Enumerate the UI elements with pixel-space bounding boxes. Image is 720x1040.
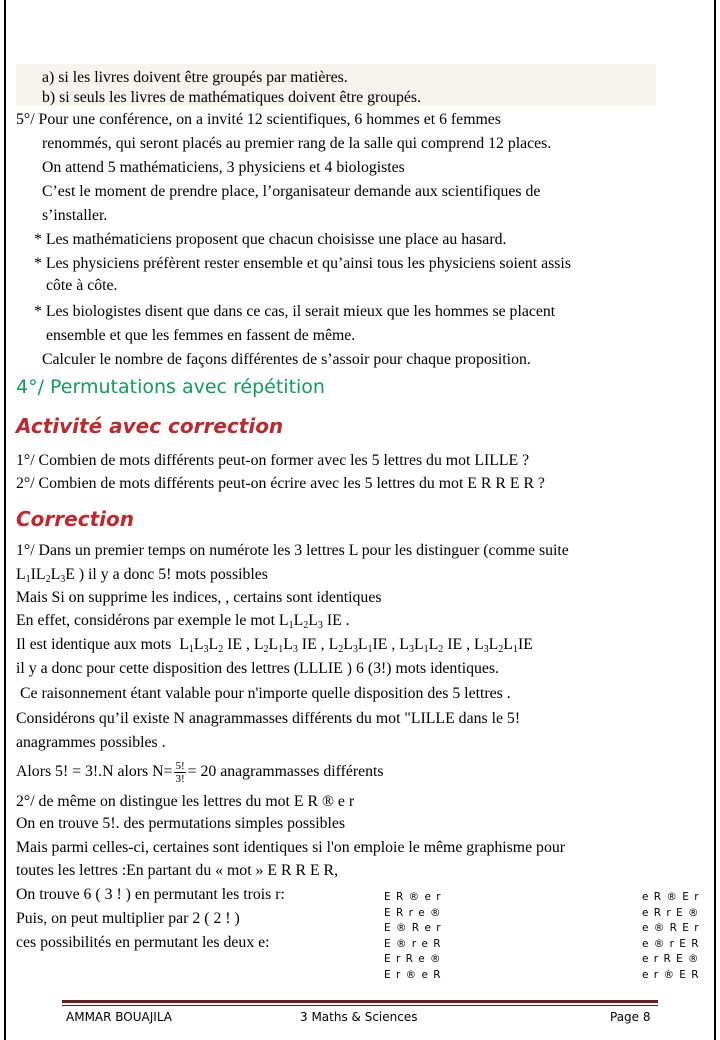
ex5-line-1: 5°/ Pour une conférence, on a invité 12 scientifiques, 6 hommes et 6 femmes bbox=[16, 111, 501, 128]
correction-line-17: ces possibilités en permutant les deux e: bbox=[16, 934, 270, 951]
ex5-line-9: * Les biologistes disent que dans ce cas, il serait mieux que les hommes se placent bbox=[34, 303, 556, 320]
correction-line-15: On trouve 6 ( 3 ! ) en permutant les trois r: bbox=[16, 886, 285, 903]
perm-item: E r R e ® bbox=[384, 953, 442, 965]
question-1: 1°/ Combien de mots différents peut-on former avec les 5 lettres du mot LILLE ? bbox=[16, 452, 530, 469]
page-border-left bbox=[4, 0, 6, 1040]
correction-line-16: Puis, on peut multiplier par 2 ( 2 ! ) bbox=[16, 910, 240, 927]
correction-title: Correction bbox=[16, 507, 134, 531]
ex5-line-3: On attend 5 mathématiciens, 3 physiciens et 4 biologistes bbox=[42, 159, 405, 176]
perm-item: e r ® E R bbox=[642, 968, 700, 981]
footer-author: AMMAR BOUAJILA bbox=[66, 1010, 172, 1024]
ex5-line-4: C’est le moment de prendre place, l’organisateur demande aux scientifiques de bbox=[42, 183, 541, 200]
fraction: $\frac{5!}{3!}$ bbox=[175, 760, 185, 785]
permutations-right bbox=[642, 890, 700, 983]
question-2: 2°/ Combien de mots différents peut-on écrire avec les 5 lettres du mot E R R E R ? bbox=[16, 475, 545, 492]
section-title: 4°/ Permutations avec répétition bbox=[16, 376, 325, 398]
perm-item: E ® r e R bbox=[384, 937, 442, 950]
perm-item: e R r E ® bbox=[642, 906, 700, 919]
footer-rule bbox=[62, 1000, 658, 1003]
correction-line-5: Il est identique aux mots $L_1L_3L_2$ IE , $L_2L_1L_3$ IE , $L_2L_3L_1IE$ , $L_3L_1L_2$ IE , $L_3L_2L_1IE$ bbox=[16, 636, 533, 655]
permutations-left bbox=[384, 890, 442, 983]
ex5-line-2: renommés, qui seront placés au premier rang de la salle qui comprend 12 places. bbox=[42, 135, 552, 152]
correction-line-6: il y a donc pour cette disposition des lettres (LLLIE ) 6 (3!) mots identiques. bbox=[16, 660, 500, 677]
correction-line-10: Alors 5! = 3!.N alors N= $\frac{5!}{3!}$ = 20 anagrammasses différents bbox=[16, 760, 384, 785]
perm-item: e R ® E r bbox=[642, 891, 700, 903]
correction-line-3: Mais Si on supprime les indices, , certains sont identiques bbox=[16, 589, 382, 606]
ex5-line-11: Calculer le nombre de façons différentes de s’assoir pour chaque proposition. bbox=[42, 351, 531, 368]
correction-line-1: 1°/ Dans un premier temps on numérote les 3 lettres L pour les distinguer (comme suite bbox=[16, 542, 569, 559]
ex5-line-8: côte à côte. bbox=[46, 277, 118, 294]
correction-line-14: toutes les lettres :En partant du « mot » E R R E R, bbox=[16, 862, 339, 879]
footer-page-number: Page 8 bbox=[610, 1010, 651, 1024]
footer-class: 3 Maths & Sciences bbox=[300, 1010, 418, 1024]
perm-item: E R r e ® bbox=[384, 906, 442, 919]
correction-line-8: Considérons qu’il existe N anagrammasses différents du mot "LILLE dans le 5! bbox=[16, 710, 521, 727]
ex5-line-6: * Les mathématiciens proposent que chacun choisisse une place au hasard. bbox=[34, 231, 507, 248]
correction-line-11: 2°/ de même on distingue les lettres du mot E R ® e r bbox=[16, 793, 355, 810]
item-b: b) si seuls les livres de mathématiques doivent être groupés. bbox=[42, 89, 422, 106]
perm-item: E r ® e R bbox=[384, 968, 442, 981]
perm-item: E ® R e r bbox=[384, 922, 442, 934]
item-a: a) si les livres doivent être groupés par matières. bbox=[42, 69, 348, 86]
activity-title: Activité avec correction bbox=[16, 414, 284, 438]
ex5-line-7: * Les physiciens préfèrent rester ensemble et qu’ainsi tous les physiciens soient assis bbox=[34, 255, 571, 272]
page-border-right bbox=[714, 0, 716, 1040]
ex5-line-5: s’installer. bbox=[42, 207, 108, 224]
perm-item: e ® r E R bbox=[642, 937, 700, 950]
correction-line-2: $L_1IL_2L_3E$ ) il y a donc 5! mots possibles bbox=[16, 566, 268, 585]
correction-line-13: Mais parmi celles-ci, certaines sont identiques si l'on emploie le même graphisme pour bbox=[16, 839, 566, 856]
perm-item: e r R E ® bbox=[642, 953, 700, 965]
footer-rule-thin bbox=[62, 1005, 658, 1006]
perm-item: e ® R E r bbox=[642, 922, 700, 934]
perm-item: E R ® e r bbox=[384, 891, 442, 903]
correction-line-9: anagrammes possibles . bbox=[16, 734, 166, 751]
correction-line-4: En effet, considérons par exemple le mot $L_1L_2L_3$ IE . bbox=[16, 612, 350, 631]
ex5-line-10: ensemble et que les femmes en fassent de même. bbox=[46, 327, 356, 344]
correction-line-7: Ce raisonnement étant valable pour n'importe quelle disposition des 5 lettres . bbox=[20, 685, 511, 702]
correction-line-12: On en trouve 5!. des permutations simples possibles bbox=[16, 815, 346, 832]
